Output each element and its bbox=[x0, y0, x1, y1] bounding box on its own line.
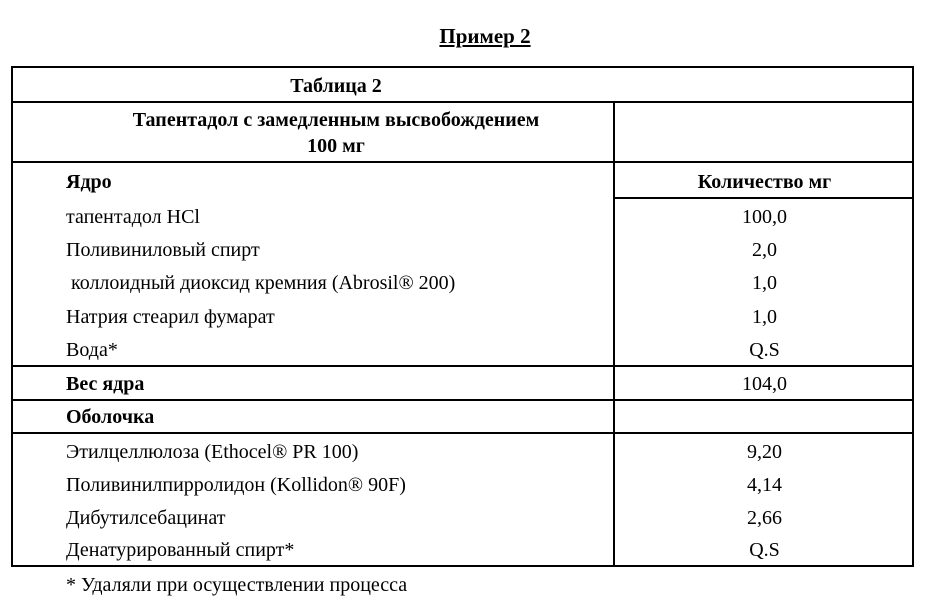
coating-ingredient-name: Денатурированный спирт* bbox=[66, 538, 294, 562]
core-ingredient-name: Поливиниловый спирт bbox=[66, 238, 260, 262]
coating-ingredient-amount: Q.S bbox=[615, 538, 914, 562]
row-divider bbox=[11, 101, 914, 103]
core-ingredient-name: тапентадол HCl bbox=[66, 205, 200, 229]
amount-column-header: Количество мг bbox=[615, 170, 914, 194]
core-ingredient-amount: 1,0 bbox=[615, 305, 914, 329]
coating-ingredient-amount: 2,66 bbox=[615, 506, 914, 530]
coating-ingredient-name: Поливинилпирролидон (Kollidon® 90F) bbox=[66, 473, 406, 497]
core-ingredient-amount: Q.S bbox=[615, 338, 914, 362]
coating-ingredient-name: Этилцеллюлоза (Ethocel® PR 100) bbox=[66, 440, 358, 464]
row-divider bbox=[11, 432, 914, 434]
coating-ingredient-amount: 9,20 bbox=[615, 440, 914, 464]
core-ingredient-name: Натрия стеарил фумарат bbox=[66, 305, 275, 329]
footnote: * Удаляли при осуществлении процесса bbox=[66, 573, 407, 597]
core-ingredient-amount: 2,0 bbox=[615, 238, 914, 262]
row-divider bbox=[11, 365, 914, 367]
core-weight-label: Вес ядра bbox=[66, 372, 144, 396]
coating-section-header: Оболочка bbox=[66, 405, 154, 429]
core-ingredient-amount: 100,0 bbox=[615, 205, 914, 229]
row-divider bbox=[11, 399, 914, 401]
core-ingredient-name: Вода* bbox=[66, 338, 118, 362]
coating-ingredient-name: Дибутилсебацинат bbox=[66, 506, 225, 530]
core-section-header: Ядро bbox=[66, 170, 112, 194]
core-ingredient-amount: 1,0 bbox=[615, 271, 914, 295]
row-divider bbox=[11, 161, 914, 163]
example-heading: Пример 2 bbox=[0, 24, 938, 49]
table-title-line2: 100 мг bbox=[11, 134, 661, 158]
table-title-line1: Тапентадол с замедленным высвобождением bbox=[11, 108, 661, 132]
coating-ingredient-amount: 4,14 bbox=[615, 473, 914, 497]
row-divider bbox=[613, 197, 914, 199]
table-caption: Таблица 2 bbox=[11, 74, 661, 98]
core-weight-amount: 104,0 bbox=[615, 372, 914, 396]
core-ingredient-name: коллоидный диоксид кремния (Abrosil® 200) bbox=[66, 271, 455, 295]
